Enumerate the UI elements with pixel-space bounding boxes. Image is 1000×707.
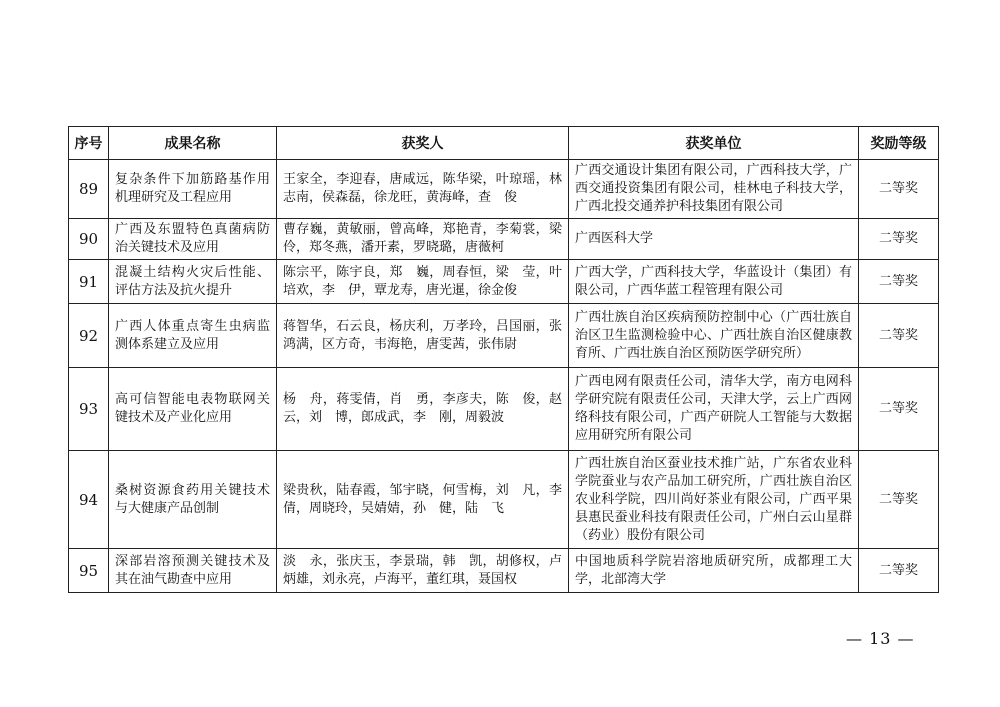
- row-number: 92: [69, 304, 109, 368]
- table-row: [69, 219, 939, 260]
- award-level: 二等奖: [859, 451, 939, 549]
- achievement-name: 桑树资源食药用关键技术与大健康产品创制: [109, 451, 277, 549]
- winners: 曹存巍，黄敏丽，曾高峰，郑艳青，李菊裳，梁 伶，郑冬燕，潘开素，罗晓璐，唐薇柯: [277, 219, 569, 260]
- header-no: 序号: [69, 127, 109, 160]
- achievement-name: 高可信智能电表物联网关键技术及产业化应用: [109, 368, 277, 451]
- table-row: [69, 368, 939, 451]
- header-unit: 获奖单位: [569, 127, 859, 160]
- award-level: 二等奖: [859, 304, 939, 368]
- achievement-name: 混凝土结构火灾后性能、评估方法及抗火提升: [109, 260, 277, 304]
- award-level: 二等奖: [859, 549, 939, 593]
- table-row: [69, 549, 939, 593]
- winners: 陈宗平，陈宇良，郑 巍，周春恒，梁 莹，叶培欢，李 伊，覃龙寿，唐光暹，徐金俊: [277, 260, 569, 304]
- achievement-name: 广西及东盟特色真菌病防治关键技术及应用: [109, 219, 277, 260]
- winning-units: 中国地质科学院岩溶地质研究所，成都理工大学，北部湾大学: [569, 549, 859, 593]
- award-level: 二等奖: [859, 368, 939, 451]
- table-row: [69, 304, 939, 368]
- table-row: [69, 160, 939, 219]
- winners: 杨 舟，蒋雯倩，肖 勇，李彦夫，陈 俊，赵 云，刘 博，郎成武，李 刚，周毅波: [277, 368, 569, 451]
- winners: 梁贵秋，陆春霞，邹宇晓，何雪梅，刘 凡，李 倩，周晓玲，吴婧婧，孙 健，陆 飞: [277, 451, 569, 549]
- header-name: 成果名称: [109, 127, 277, 160]
- award-level: 二等奖: [859, 160, 939, 219]
- winners: 王家全，李迎春，唐咸远，陈华梁，叶琼瑶，林志南，侯森磊，徐龙旺，黄海峰，查 俊: [277, 160, 569, 219]
- winners: 蒋智华，石云良，杨庆利，万孝玲，吕国丽，张鸿满，区方奇，韦海艳，唐雯茜，张伟尉: [277, 304, 569, 368]
- row-number: 90: [69, 219, 109, 260]
- row-number: 89: [69, 160, 109, 219]
- header-row: [69, 127, 939, 160]
- winners: 淡 永，张庆玉，李景瑞，韩 凯，胡修权，卢炳雄，刘永亮，卢海平，董红琪，聂国权: [277, 549, 569, 593]
- award-level: 二等奖: [859, 219, 939, 260]
- header-level: 奖励等级: [859, 127, 939, 160]
- winning-units: 广西交通设计集团有限公司，广西科技大学，广西交通投资集团有限公司，桂林电子科技大学，广西北投交通养护科技集团有限公司: [569, 160, 859, 219]
- achievement-name: 深部岩溶预测关键技术及其在油气勘查中应用: [109, 549, 277, 593]
- row-number: 93: [69, 368, 109, 451]
- winning-units: 广西壮族自治区蚕业技术推广站，广东省农业科学院蚕业与农产品加工研究所，广西壮族自治区农业科学院，四川尚好茶业有限公司，广西平果县惠民蚕业科技有限责任公司，广州白云山星群（药业）股份有限公司: [569, 451, 859, 549]
- award-level: 二等奖: [859, 260, 939, 304]
- award-table: [68, 126, 939, 593]
- winning-units: 广西医科大学: [569, 219, 859, 260]
- page-number: — 13 —: [846, 629, 915, 648]
- row-number: 95: [69, 549, 109, 593]
- table-row: [69, 260, 939, 304]
- winning-units: 广西壮族自治区疾病预防控制中心（广西壮族自治区卫生监测检验中心、广西壮族自治区健康教育所、广西壮族自治区预防医学研究所）: [569, 304, 859, 368]
- achievement-name: 广西人体重点寄生虫病监测体系建立及应用: [109, 304, 277, 368]
- table-row: [69, 451, 939, 549]
- header-people: 获奖人: [277, 127, 569, 160]
- row-number: 91: [69, 260, 109, 304]
- winning-units: 广西电网有限责任公司，清华大学，南方电网科学研究院有限责任公司，天津大学，云上广西网络科技有限公司，广西产研院人工智能与大数据应用研究所有限公司: [569, 368, 859, 451]
- achievement-name: 复杂条件下加筋路基作用机理研究及工程应用: [109, 160, 277, 219]
- winning-units: 广西大学，广西科技大学，华蓝设计（集团）有限公司，广西华蓝工程管理有限公司: [569, 260, 859, 304]
- row-number: 94: [69, 451, 109, 549]
